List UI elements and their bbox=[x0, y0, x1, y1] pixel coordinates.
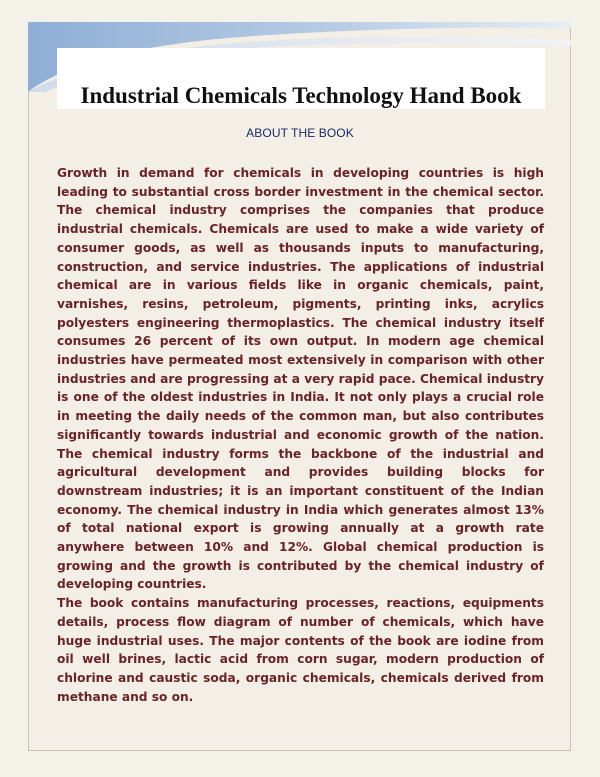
paragraph: Growth in demand for chemicals in developing countries is high leading to substantial cross border investment in the chemical sector. The chemical industry comprises the companies that produce industrial chemicals. Chemicals are used to make a wide variety of consumer goods, as well as thousands inputs to manufacturing, construction, and service industries. The applications of industrial chemical are in various fields like in organic chemicals, paint, varnishes, resins, petroleum, pigments, printing inks, acrylics polyesters engineering thermoplastics. The chemical industry itself consumes 26 percent of its own output. In modern age chemical industries have permeated most extensively in comparison with other industries and are progressing at a very rapid pace. Chemical industry is one of the oldest industries in India. It not only plays a crucial role in meeting the daily needs of the common man, but also contributes significantly towards industrial and economic growth of the nation. The chemical industry forms the backbone of the industrial and agricultural development and provides building blocks for downstream industries; it is an important constituent of the Indian economy. The chemical industry in India which generates almost 13% of total national export is growing annually at a growth rate anywhere between 10% and 12%. Global chemical production is growing and the growth is contributed by the chemical industry of developing countries. bbox=[57, 166, 544, 592]
title-box bbox=[57, 48, 545, 109]
body-text bbox=[57, 164, 544, 706]
section-heading: ABOUT THE BOOK bbox=[246, 126, 354, 140]
document-title: Industrial Chemicals Technology Hand Book bbox=[80, 83, 522, 108]
paragraph: The book contains manufacturing processes, reactions, equipments details, process flow diagram of number of chemicals, which have huge industrial uses. The major contents of the book are iodine from oil well brines, lactic acid from corn sugar, modern production of chlorine and caustic soda, organic chemicals, chemicals derived from methane and so on. bbox=[57, 596, 544, 704]
